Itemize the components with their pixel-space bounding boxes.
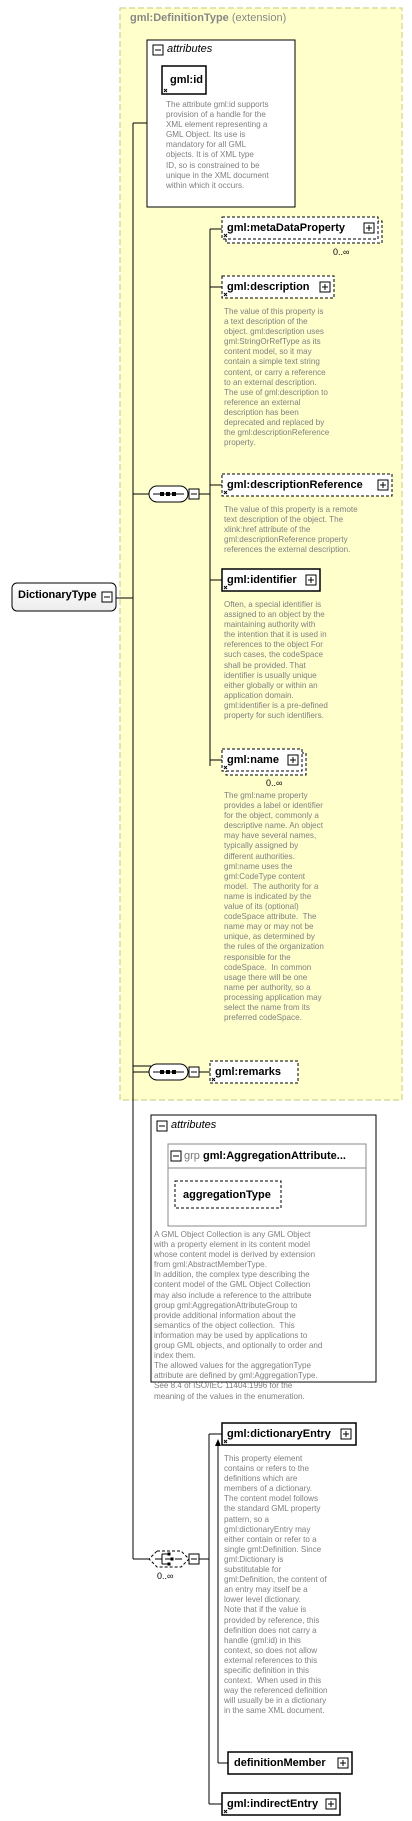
- definition-member-label: definitionMember: [234, 1757, 326, 1769]
- extension-subtitle: (extension): [231, 12, 287, 24]
- extension-name: gml:DefinitionType: [130, 12, 229, 24]
- extension-title: [130, 12, 286, 24]
- dictionary-entry-doc: This property element contains or refers to the definitions which are members of a dictionary. The content model follows the standard GML property pattern, so a gml:dictionaryEntry may either contain or refer to a single gml:Definition. Since gml:Dictionary is substitutable for gml:Definition, the content of an entry may itself be a lower level dictionary. Note that if the value is provided by reference, this definition does not carry a handle (gml:id) in this context, so does not allow external references to this specific definition in this context. When used in this way the referenced definition will usually be in a dictionary in the same XML document.: [224, 1454, 328, 1716]
- root-label: DictionaryType: [18, 589, 97, 601]
- name-label: gml:name: [227, 754, 279, 766]
- meta-data-property-occurs: 0..∞: [333, 247, 350, 257]
- name-occurs: 0..∞: [266, 778, 283, 788]
- group-prefix: grp: [184, 1150, 200, 1162]
- aggregation-group-label: [184, 1150, 346, 1162]
- substitution-arrow: [215, 1439, 221, 1446]
- description-reference-doc: The value of this property is a remote text description of the object. The xlink:href attribute of the gml:descriptionReference property references the external description.: [224, 505, 358, 555]
- gml-id-label: gml:id: [170, 74, 203, 86]
- group-name: gml:AggregationAttribute...: [202, 1150, 346, 1162]
- choice-occurs: 0..∞: [157, 1571, 174, 1581]
- identifier-doc: Often, a special identifier is assigned to an object by the maintaining authority with the intention that it is used in references to the object For such cases, the codeSpace shall be provided. That identifier is usually unique either globally or within an application domain. gml:identifier is a pre-defined property for such identifiers.: [224, 600, 328, 721]
- collection-doc: A GML Object Collection is any GML Object with a property element in its content model whose content model is derived by extension from gml:AbstractMemberType. In addition, the complex type describing the content model of the GML Object Collection may also include a reference to the attribute group gml:AggregationAttributeGroup to provide additional information about the semantics of the object collection. This information may be used by applications to group GML objects, and optionally to order and index them. The allowed values for the aggregationType attribute are defined by gml:AggregationType. See 8.4 of ISO/IEC 11404:1996 for the meaning of the values in the enumeration.: [154, 1230, 323, 1401]
- description-label: gml:description: [227, 281, 310, 293]
- aggregation-type-label: aggregationType: [183, 1189, 271, 1201]
- dictionary-entry-label: gml:dictionaryEntry: [227, 1428, 331, 1440]
- description-doc: The value of this property is a text description of the object. gml:description uses gml:StringOrRefType as its content model, so it may contain a simple text string content, or carry a reference to an external description. The use of gml:description to reference an external description has been deprecated and replaced by the gml:descriptionReference property.: [224, 307, 330, 448]
- gml-id-doc: The attribute gml:id supports provision of a handle for the XML element representing a GML Object. Its use is mandatory for all GML objects. It is of XML type ID, so is constrained to be unique in the XML document within which it occurs.: [166, 100, 269, 190]
- name-doc: The gml:name property provides a label or identifier for the object, commonly a descriptive name. An object may have several names, typically assigned by different authorities. gml:name uses the gml:CodeType content model. The authority for a name is indicated by the value of its (optional) codeSpace attribute. The name may or may not be unique, as determined by the rules of the organization responsible for the codeSpace. In common usage there will be one name per authority, so a processing application may select the name from its preferred codeSpace.: [224, 791, 324, 1023]
- description-reference-label: gml:descriptionReference: [227, 479, 363, 491]
- indirect-entry-label: gml:indirectEntry: [227, 1798, 319, 1810]
- remarks-label: gml:remarks: [215, 1066, 282, 1078]
- attributes-header-2: attributes: [171, 1119, 217, 1131]
- attributes-header-1: attributes: [167, 43, 213, 55]
- meta-data-property-label: gml:metaDataProperty: [227, 222, 345, 234]
- identifier-label: gml:identifier: [227, 574, 297, 586]
